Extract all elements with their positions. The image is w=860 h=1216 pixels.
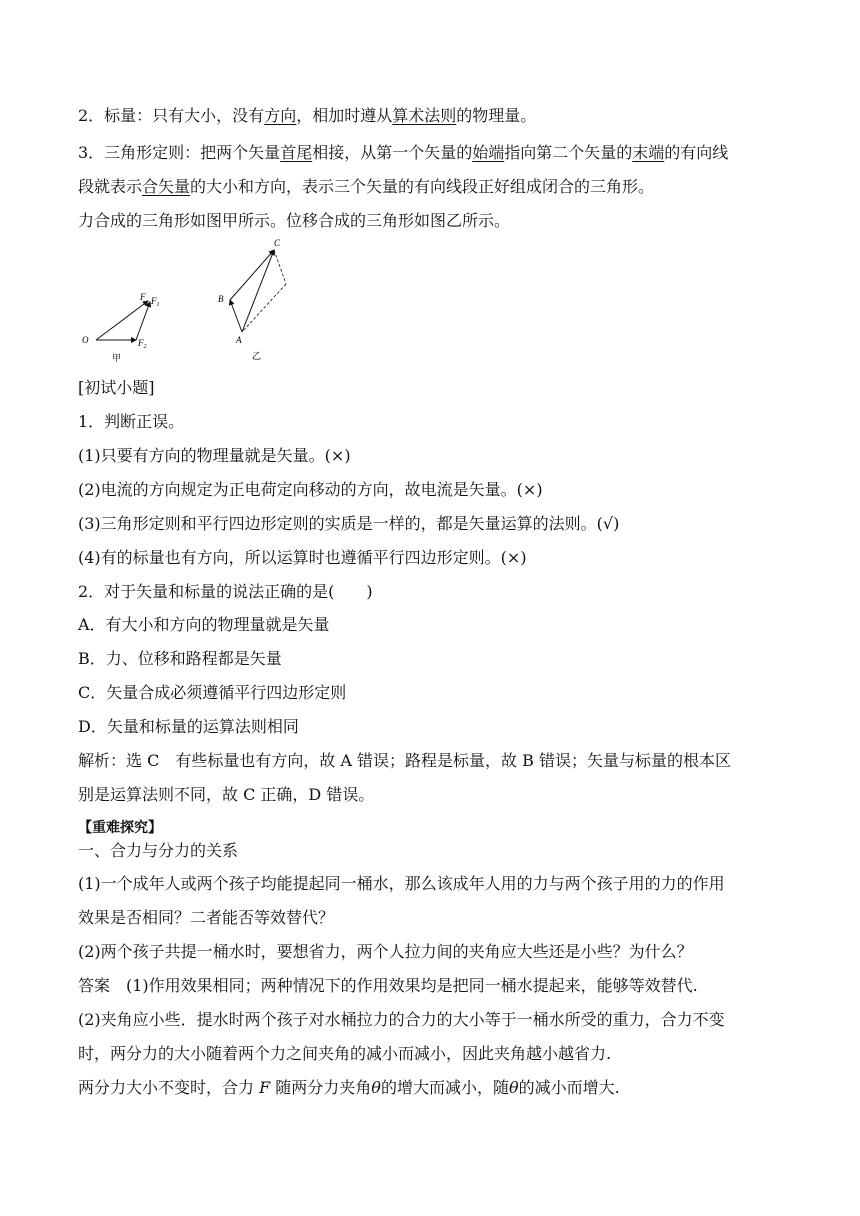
option-a: A．有大小和方向的物理量就是矢量 [78, 615, 330, 634]
vector-f1 [136, 302, 150, 340]
caption-jia: 甲 [112, 353, 122, 363]
label-f1: $F_1$ [151, 296, 160, 308]
heading-trial-questions: [初试小题] [78, 378, 155, 397]
label-o: O [82, 335, 89, 345]
dashed-side-a [242, 284, 286, 332]
explore-q1-line1: (1)一个成年人或两个孩子均能提起同一桶水，那么该成年人用的力与两个孩子用的力的作用 [78, 874, 725, 893]
label-f: F [140, 292, 146, 302]
answer-1: 答案 (1)作用效果相同；两种情况下的作用效果均是把同一桶水提起来，能够等效替代. [78, 976, 698, 995]
section-heading-1: 一、合力与分力的关系 [78, 841, 239, 860]
option-b: B．力、位移和路程都是矢量 [78, 649, 282, 668]
question-1-item-3: (3)三角形定则和平行四边形定则的实质是一样的，都是矢量运算的法则。(√) [78, 514, 620, 533]
paragraph-scalar: 2．标量：只有大小，没有方向，相加时遵从算术法则的物理量。 [78, 106, 537, 125]
answer-2-line1: (2)夹角应小些．提水时两个孩子对水桶拉力的合力的大小等于一桶水所受的重力，合力不变 [78, 1010, 725, 1029]
label-b: B [218, 294, 224, 304]
question-1-item-1: (1)只要有方向的物理量就是矢量。(×) [78, 446, 351, 465]
explore-q1-line2: 效果是否相同？二者能否等效替代？ [78, 908, 335, 927]
heading-explore: 【重难探究】 [78, 820, 162, 836]
analysis-line-2: 别是运算法则不同，故 C 正确，D 错误。 [78, 785, 375, 804]
label-f2: $F_2$ [138, 338, 147, 350]
question-1: 1．判断正误。 [78, 412, 185, 431]
analysis-line-1: 解析：选 C 有些标量也有方向，故 A 错误；路程是标量，故 B 错误；矢量与标量的根本区 [78, 751, 731, 770]
label-c: C [274, 238, 281, 248]
explore-q2: (2)两个孩子共提一桶水时，要想省力，两个人拉力间的夹角应大些还是小些？为什么？ [78, 942, 693, 961]
conclusion-line: 两分力大小不变时，合力 F 随两分力夹角θ的增大而减小，随θ的减小而增大. [78, 1078, 620, 1097]
figure-jia-force-triangle [78, 288, 178, 368]
vector-f [96, 301, 148, 340]
vector-bc [230, 250, 274, 300]
figure-yi-displacement-triangle [212, 234, 312, 366]
question-1-item-2: (2)电流的方向规定为正电荷定向移动的方向，故电流是矢量。(×) [78, 480, 543, 499]
vector-ab [230, 300, 242, 332]
vector-ac [242, 250, 274, 332]
label-a: A [236, 335, 242, 345]
option-d: D．矢量和标量的运算法则相同 [78, 717, 299, 736]
dashed-side-c [274, 250, 286, 284]
caption-yi: 乙 [252, 351, 262, 361]
paragraph-triangle-rule-line1: 3．三角形定则：把两个矢量首尾相接，从第一个矢量的始端指向第二个矢量的末端的有向线 [78, 143, 729, 162]
question-2: 2．对于矢量和标量的说法正确的是( ) [78, 582, 373, 601]
paragraph-triangle-rule-line2: 段就表示合矢量的大小和方向，表示三个矢量的有向线段正好组成闭合的三角形。 [78, 177, 655, 196]
option-c: C．矢量合成必须遵循平行四边形定则 [78, 683, 347, 702]
question-1-item-4: (4)有的标量也有方向，所以运算时也遵循平行四边形定则。(×) [78, 548, 527, 567]
answer-2-line2: 时，两分力的大小随着两个力之间夹角的减小而减小，因此夹角越小越省力. [78, 1044, 612, 1063]
paragraph-figure-intro: 力合成的三角形如图甲所示。位移合成的三角形如图乙所示。 [78, 211, 511, 230]
